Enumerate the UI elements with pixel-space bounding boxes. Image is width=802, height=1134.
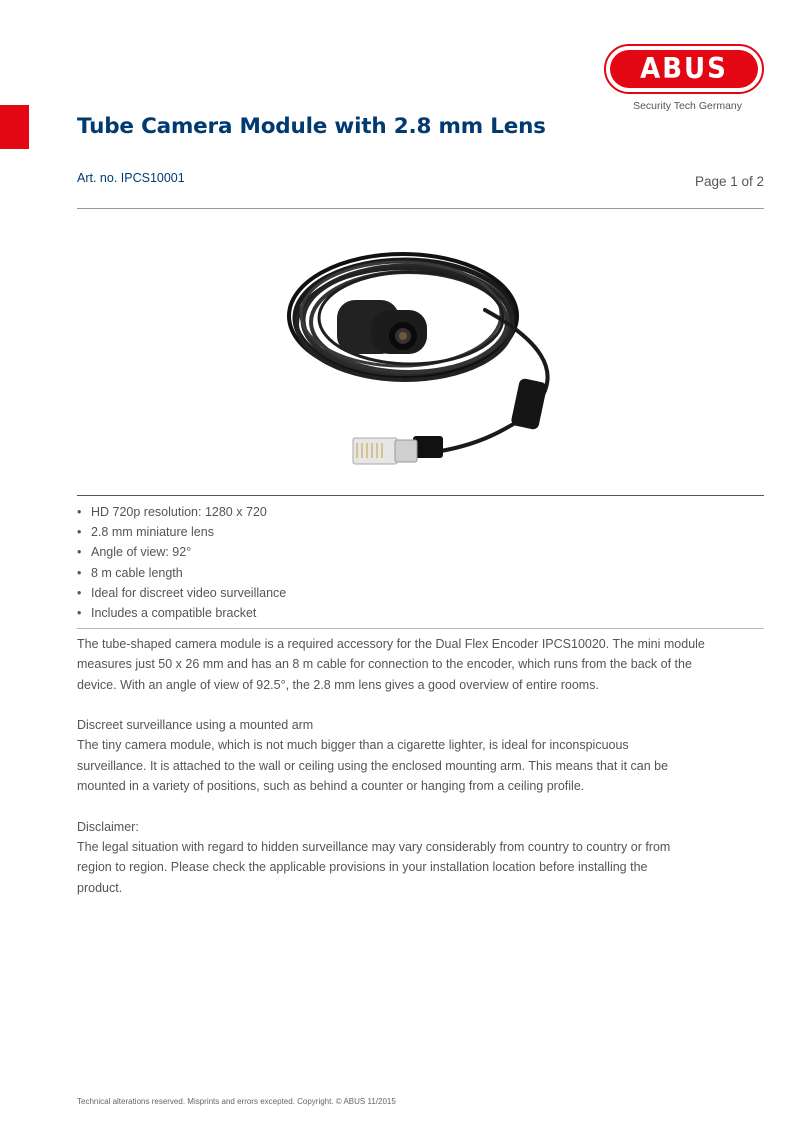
abus-logo (604, 44, 766, 112)
feature-list (77, 502, 286, 623)
logo-text: ABUS (640, 52, 728, 86)
logo-oval (604, 44, 764, 94)
features-divider (77, 495, 764, 496)
red-accent-tab (0, 105, 29, 149)
bullet-icon: • (77, 505, 82, 519)
camera-module-with-coiled-cable-photo (285, 240, 575, 480)
feature-item: • Angle of view: 92° (77, 542, 286, 562)
bullet-icon: • (77, 565, 82, 580)
bullet-icon: • (77, 525, 82, 540)
product-description (77, 634, 767, 918)
feature-item: • Ideal for discreet video surveillance (77, 583, 286, 603)
intro-paragraph: The tube-shaped camera module is a required accessory for the Dual Flex Encoder IPCS10020. The mini module measures just 50 x 26 mm and has an 8 m cable for connection to the encoder, which runs from the back of the device. With an angle of view of 92.5°, the 2.8 mm lens gives a good overview of entire rooms. (77, 637, 705, 692)
article-number: Art. no. IPCS10001 (77, 171, 185, 185)
section-heading: Discreet surveillance using a mounted arm (77, 718, 314, 733)
page-title: Tube Camera Module with 2.8 mm Lens (77, 114, 546, 139)
feature-item: • HD 720p resolution: 1280 x 720 (77, 502, 286, 522)
bullet-icon: • (77, 605, 82, 620)
footer-note: Technical alterations reserved. Misprints and errors excepted. Copyright. © ABUS 11/2015 (77, 1097, 396, 1106)
description-divider (77, 628, 764, 629)
feature-item: • 8 m cable length (77, 563, 286, 583)
bullet-icon: • (77, 585, 82, 600)
page-number: Page 1 of 2 (694, 174, 764, 189)
header-divider (77, 208, 764, 209)
bullet-icon: • (77, 545, 82, 560)
disclaimer-paragraph: Disclaimer: The legal situation with regard to hidden surveillance may vary considerably from country to country or from region to region. Please check the applicable provisions in your installation location before installing the product. (77, 817, 767, 898)
logo-tagline: Security Tech Germany (633, 100, 742, 112)
feature-item: • 2.8 mm miniature lens (77, 522, 286, 542)
mounting-paragraph: Discreet surveillance using a mounted arm The tiny camera module, which is not much bigger than a cigarette lighter, is ideal for inconspicuous surveillance. It is attached to the wall or ceiling using the enclosed mounting arm. This means that it can be mounted in a variety of positions, such as behind a counter or hanging from a ceiling profile. (77, 715, 767, 796)
feature-item: • Includes a compatible bracket (77, 603, 286, 623)
section-heading: Disclaimer: (77, 819, 139, 834)
